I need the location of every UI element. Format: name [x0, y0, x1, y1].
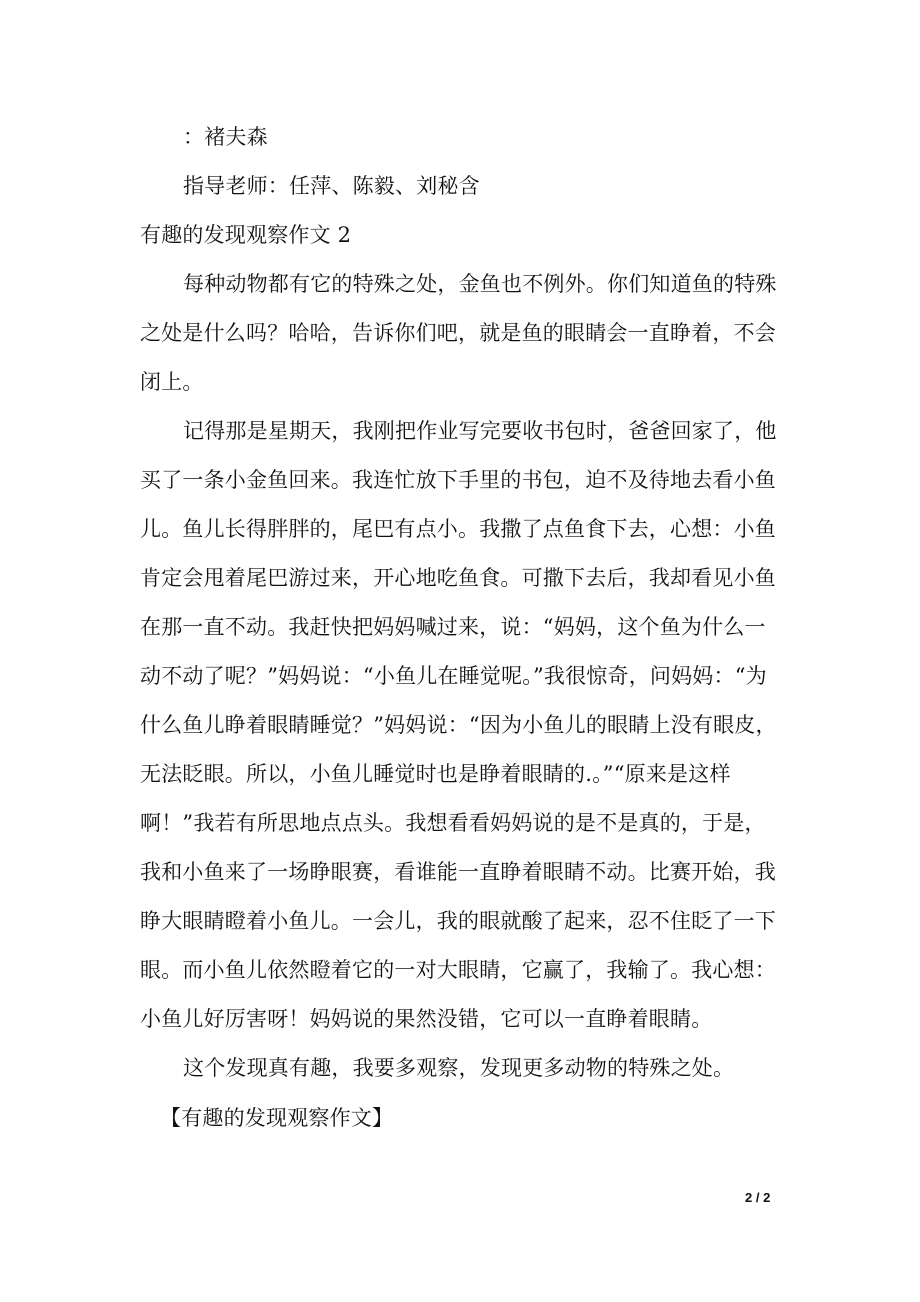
footer-bracket-title: 【有趣的发现观察作文】 — [160, 1106, 394, 1130]
paragraph-2-line-1: 记得那是星期天，我刚把作业写完要收书包时，爸爸回家了，他 — [183, 419, 777, 443]
paragraph-2-line-11: 睁大眼睛瞪着小鱼儿。一会儿，我的眼就酸了起来，忍不住眨了一下 — [140, 909, 776, 933]
paragraph-2-line-5: 在那一直不动。我赶快把妈妈喊过来，说：“妈妈，这个鱼为什么一 — [140, 615, 766, 639]
author-line: ：褚夫森 — [183, 125, 268, 149]
paragraph-3: 这个发现真有趣，我要多观察，发现更多动物的特殊之处。 — [183, 1056, 735, 1080]
paragraph-2-line-8: 无法眨眼。所以，小鱼儿睡觉时也是睁着眼睛的.。”“原来是这样 — [140, 762, 731, 786]
essay-title: 有趣的发现观察作文 2 — [140, 223, 352, 247]
paragraph-1-line-2: 之处是什么吗？哈哈，告诉你们吧，就是鱼的眼睛会一直睁着，不会 — [140, 321, 776, 345]
paragraph-2-line-6: 动不动了呢？”妈妈说：“小鱼儿在睡觉呢。”我很惊奇，问妈妈：“为 — [140, 664, 767, 688]
paragraph-2-line-12: 眼。而小鱼儿依然瞪着它的一对大眼睛，它赢了，我输了。我心想： — [140, 958, 776, 982]
paragraph-2-line-2: 买了一条小金鱼回来。我连忙放下手里的书包，迫不及待地去看小鱼 — [140, 468, 776, 492]
paragraph-2-line-9: 啊！”我若有所思地点点头。我想看看妈妈说的是不是真的，于是， — [140, 811, 766, 835]
teacher-line: 指导老师：任萍、陈毅、刘秘含 — [183, 174, 480, 198]
paragraph-2-line-10: 我和小鱼来了一场睁眼赛，看谁能一直睁着眼睛不动。比赛开始，我 — [140, 860, 776, 884]
paragraph-2-line-4: 肯定会甩着尾巴游过来，开心地吃鱼食。可撒下去后，我却看见小鱼 — [140, 566, 776, 590]
paragraph-2-line-3: 儿。鱼儿长得胖胖的，尾巴有点小。我撒了点鱼食下去，心想：小鱼 — [140, 517, 776, 541]
paragraph-1-line-1: 每种动物都有它的特殊之处，金鱼也不例外。你们知道鱼的特殊 — [183, 272, 777, 296]
paragraph-1-line-3: 闭上。 — [140, 370, 204, 394]
paragraph-2-line-7: 什么鱼儿睁着眼睛睡觉？”妈妈说：“因为小鱼儿的眼睛上没有眼皮， — [140, 713, 777, 737]
paragraph-2-line-13: 小鱼儿好厉害呀！妈妈说的果然没错，它可以一直睁着眼睛。 — [140, 1007, 713, 1031]
page-number: 2 / 2 — [745, 1190, 771, 1205]
